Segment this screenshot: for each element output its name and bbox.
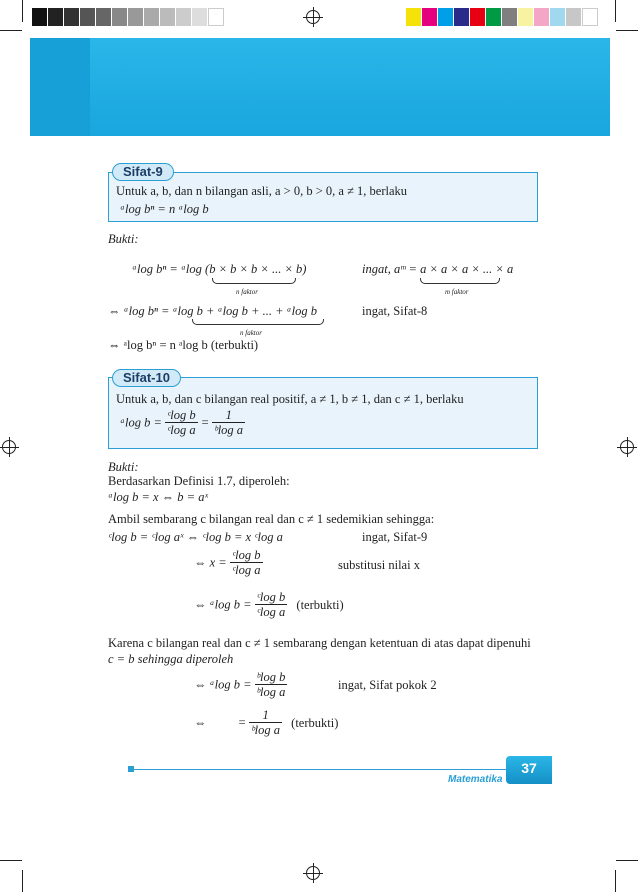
sifat9-statement: Untuk a, b, dan n bilangan asli, a > 0, b > 0, a ≠ 1, berlaku	[116, 184, 408, 198]
karena-line1: Karena c bilangan real dan c ≠ 1 sembarang dengan ketentuan di atas dapat dipenuhi	[108, 636, 531, 650]
fraction-den: ᵇlog a	[214, 423, 244, 437]
brace-label: m faktor	[445, 288, 469, 296]
step2	[194, 548, 263, 577]
formula-lhs: ᵃlog b =	[120, 415, 162, 430]
fraction	[212, 408, 245, 437]
crop-mark	[615, 870, 616, 892]
step4	[194, 670, 287, 699]
bukti2-def: ᵃlog b = x ⇔ b = aˣ	[108, 490, 209, 504]
crop-mark	[0, 860, 22, 861]
fraction-num: ᶜlog b	[167, 408, 196, 422]
step2-pre: ⇔ x =	[194, 555, 227, 570]
bukti2-intro: Berdasarkan Definisi 1.7, diperoleh:	[108, 474, 290, 488]
footer-subject: Matematika	[448, 774, 503, 785]
crop-mark	[616, 30, 638, 31]
registration-mark-icon	[306, 866, 320, 880]
step3	[194, 590, 344, 619]
bukti1-line2-note: ingat, Sifat-8	[362, 304, 428, 318]
step5-pre: ⇔ =	[194, 715, 247, 730]
step3-note: (terbukti)	[296, 597, 344, 612]
crop-mark	[22, 870, 23, 892]
fraction-den: ᶜlog a	[231, 563, 261, 577]
sifat9-tag: Sifat-9	[112, 163, 174, 181]
step3-pre: ⇔ ᵃlog b =	[194, 597, 252, 612]
page-number: 37	[506, 756, 552, 784]
sifat10-tag: Sifat-10	[112, 369, 181, 387]
bukti1-line1: ᵃlog bⁿ = ᵃlog (b × b × b × ... × b)	[132, 262, 307, 276]
fraction-num: ᶜlog b	[256, 590, 286, 604]
registration-mark-icon	[620, 440, 634, 454]
sifat10-formula	[120, 408, 245, 437]
fraction-den: ᵇlog a	[251, 723, 281, 737]
fraction	[249, 708, 282, 737]
fraction	[255, 670, 288, 699]
bukti2-ambil: Ambil sembarang c bilangan real dan c ≠ 1 sedemikian sehingga:	[108, 512, 435, 526]
registration-mark-icon	[2, 440, 16, 454]
bukti1-line1-note: ingat, aᵐ = a × a × a × ... × a	[362, 262, 514, 276]
step5-note: (terbukti)	[291, 715, 339, 730]
brace-mark	[420, 278, 500, 284]
brace-mark	[212, 278, 296, 284]
fraction-num: 1	[249, 708, 282, 723]
brace-label: n faktor	[236, 288, 258, 296]
crop-mark	[22, 0, 23, 22]
fraction-num: ᵇlog b	[256, 670, 286, 684]
fraction-num: ᶜlog b	[231, 548, 261, 562]
step1-note: ingat, Sifat-9	[362, 530, 428, 544]
crop-mark	[616, 860, 638, 861]
fraction-den: ᶜlog a	[167, 423, 196, 437]
step2-note: substitusi nilai x	[338, 558, 420, 572]
footer-line	[128, 769, 506, 770]
fraction	[255, 590, 288, 619]
fraction-den: ᶜlog a	[256, 605, 286, 619]
crop-mark	[0, 30, 22, 31]
step5	[194, 708, 338, 737]
brace-mark	[192, 319, 324, 325]
bukti1-line2: ⇔ ᵃlog bⁿ = ᵃlog b + ᵃlog b + ... + ᵃlog b	[108, 304, 317, 318]
step1: ᶜlog b = ᶜlog aˣ ⇔ ᶜlog b = x ᶜlog a	[108, 530, 283, 544]
equals: =	[200, 415, 210, 430]
step4-pre: ⇔ ᵃlog b =	[194, 677, 252, 692]
karena-line2: c = b sehingga diperoleh	[108, 652, 234, 666]
sifat10-statement: Untuk a, b, dan c bilangan real positif, a ≠ 1, b ≠ 1, dan c ≠ 1, berlaku	[116, 392, 464, 406]
header-banner	[30, 38, 610, 136]
fraction	[230, 548, 263, 577]
grayscale-bar	[32, 8, 224, 26]
step4-note: ingat, Sifat pokok 2	[338, 678, 437, 692]
brace-label: n faktor	[240, 329, 262, 337]
fraction-num: 1	[212, 408, 245, 423]
crop-mark	[615, 0, 616, 22]
fraction	[165, 408, 198, 437]
bukti2-label: Bukti:	[108, 460, 139, 474]
bukti1-label: Bukti:	[108, 232, 139, 246]
sifat9-formula: ᵃlog bⁿ = n ᵃlog b	[120, 202, 209, 216]
color-bar	[406, 8, 598, 26]
bukti1-line3: ⇔ ᵃlog bⁿ = n ᵃlog b (terbukti)	[108, 338, 259, 352]
registration-mark-icon	[306, 10, 320, 24]
fraction-den: ᵇlog a	[256, 685, 286, 699]
